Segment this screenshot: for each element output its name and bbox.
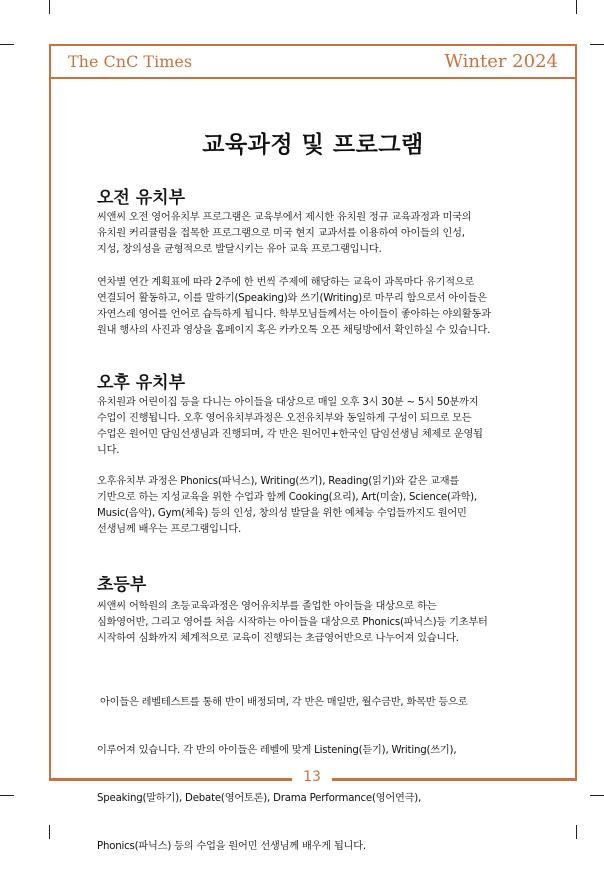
text-line: 유치원과 어린이집 등을 다니는 아이들을 대상으로 매일 오후 3시 30분 ~ 5시 50분까지 — [97, 397, 479, 408]
header-rule — [51, 77, 575, 79]
text-line: 수업이 진행됩니다. 오후 영어유치부과정은 오전유치부와 동일하게 구성이 되므로 모든 — [97, 413, 472, 424]
crop-mark — [590, 795, 604, 796]
section-paragraph — [97, 474, 552, 538]
publication-name: The CnC Times — [68, 52, 193, 71]
crop-mark — [576, 0, 577, 14]
text-line: 자연스레 영어를 언어로 습득하게 됩니다. 학부모님들께서는 아이들이 좋아하는 야외활동과 — [97, 309, 491, 320]
text-line: 유치원 커리큘럼을 접목한 프로그램으로 미국 현지 교과서를 이용하여 아이들의 인성, — [97, 228, 465, 239]
text-line: 연결되어 활동하고, 이를 말하기(Speaking)와 쓰기(Writing)로 마무리 함으로서 아이들은 — [97, 293, 487, 304]
text-line: 수업은 원어민 담임선생님과 진행되며, 각 반은 원어민+한국인 담임선생님 체제로 운영됩 — [97, 429, 483, 440]
section-paragraph — [97, 663, 552, 871]
running-header — [51, 46, 575, 77]
text-line: 시작하여 심화까지 체계적으로 교육이 진행되는 초급영어반으로 나누어져 있습니다. — [97, 633, 459, 644]
page-number: 13 — [292, 769, 332, 785]
section-heading-elementary: 초등부 — [97, 575, 147, 595]
section-heading-afternoon-kindergarten: 오후 유치부 — [97, 373, 186, 393]
section-paragraph — [97, 395, 552, 459]
text-line: 지성, 창의성을 균형적으로 발달시키는 유아 교육 프로그램입니다. — [97, 244, 382, 255]
text-line: 아이들은 레벨테스트를 통해 반이 배정되며, 각 반은 매일반, 월수금반, 화목반 등으로 — [97, 697, 468, 708]
text-line: 선생님께 배우는 프로그램입니다. — [97, 524, 242, 535]
crop-mark — [590, 44, 604, 45]
crop-mark — [0, 795, 14, 796]
footer-rule-left — [49, 779, 292, 781]
footer-rule-right — [332, 779, 577, 781]
crop-mark — [49, 0, 50, 14]
section-heading-morning-kindergarten: 오전 유치부 — [97, 188, 186, 208]
text-line: Phonics(파닉스) 등의 수업을 원어민 선생님께 배우게 됩니다. — [97, 841, 366, 852]
crop-mark — [49, 825, 50, 839]
page-title: 교육과정 및 프로그램 — [202, 132, 424, 158]
text-line: 니다. — [97, 445, 120, 456]
section-paragraph — [97, 210, 552, 258]
issue-label: Winter 2024 — [444, 51, 558, 72]
crop-mark — [576, 825, 577, 839]
text-line: Music(음악), Gym(체육) 등의 인성, 창의성 발달을 위한 예체능 수업들까지도 원어민 — [97, 508, 467, 519]
text-line: 씨앤씨 어학원의 초등교육과정은 영어유치부를 졸업한 아이들을 대상으로 하는 — [97, 601, 437, 612]
section-paragraph — [97, 275, 552, 339]
text-line: 심화영어반, 그리고 영어를 처음 시작하는 아이들을 대상으로 Phonics(파닉스)등 기초부터 — [97, 617, 488, 628]
section-paragraph — [97, 599, 552, 647]
text-line: 기반으로 하는 지성교육을 위한 수업과 함께 Cooking(요리), Art(미술), Science(과학), — [97, 492, 477, 503]
text-line: 이루어져 있습니다. 각 반의 아이들은 레벨에 맞게 Listening(듣기), Writing(쓰기), — [97, 745, 457, 756]
text-line: Speaking(말하기), Debate(영어토론), Drama Performance(영어연극), — [97, 793, 422, 804]
text-line: 오후유치부 과정은 Phonics(파닉스), Writing(쓰기), Reading(읽기)와 같은 교재를 — [97, 476, 459, 487]
text-line: 씨앤씨 오전 영어유치부 프로그램은 교육부에서 제시한 유치원 정규 교육과정과 미국의 — [97, 212, 472, 223]
text-line: 원내 행사의 사진과 영상을 홈페이지 혹은 카카오톡 오픈 채팅방에서 확인하실 수 있습니다. — [97, 325, 491, 336]
crop-mark — [0, 44, 14, 45]
text-line: 연차별 연간 계획표에 따라 2주에 한 번씩 주제에 해당하는 교육이 과목마다 유기적으로 — [97, 277, 475, 288]
